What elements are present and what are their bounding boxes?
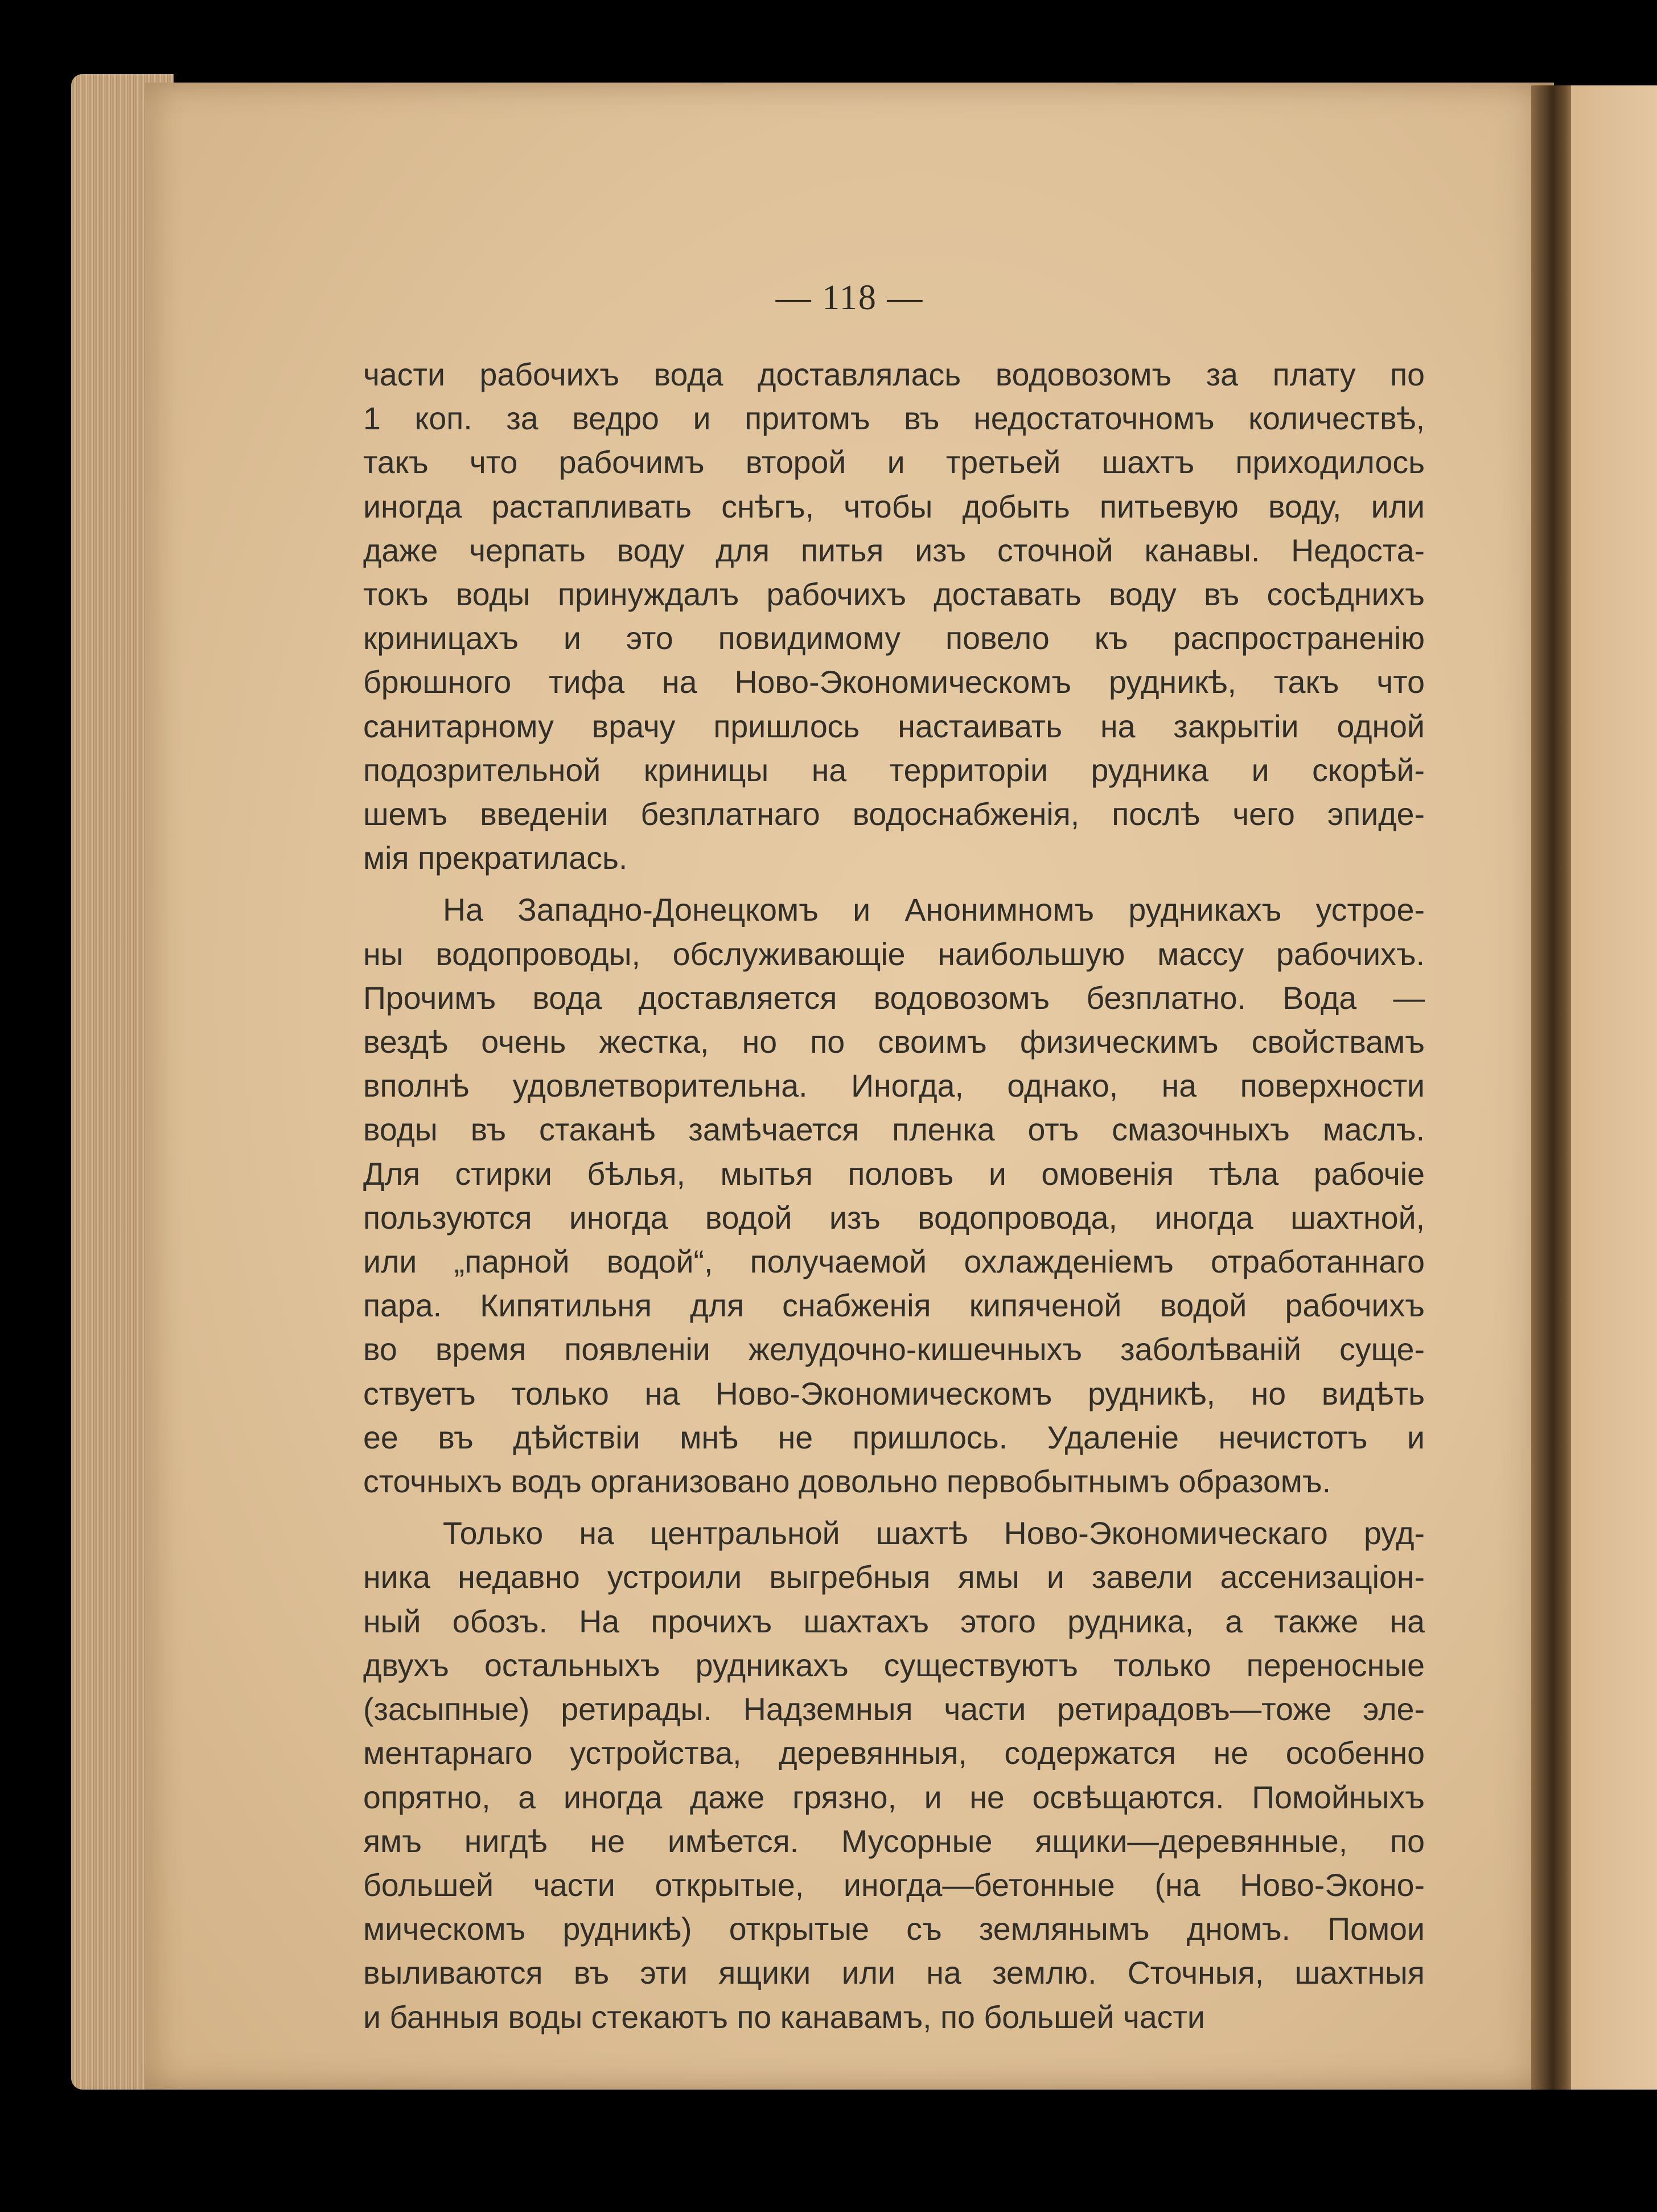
- text-line: двухъ остальныхъ рудникахъ существуютъ только переносные: [363, 1647, 1425, 1683]
- paragraph: [363, 888, 1425, 1504]
- text-line: мiя прекратилась.: [363, 840, 628, 876]
- text-line: ника недавно устроили выгребныя ямы и завели ассенизацiон-: [363, 1560, 1425, 1595]
- paragraph: [363, 353, 1425, 880]
- text-line: опрятно, а иногда даже грязно, и не освѣщаются. Помойныхъ: [363, 1779, 1425, 1815]
- text-line: 1 коп. за ведро и притомъ въ недостаточномъ количествѣ,: [363, 401, 1425, 437]
- text-line: ямъ нигдѣ не имѣется. Мусорные ящики—деревянные, по: [363, 1823, 1425, 1859]
- paragraph-gap: [363, 1504, 1425, 1512]
- text-line: Только на центральной шахтѣ Ново-Экономическаго руд-: [443, 1516, 1425, 1552]
- paragraph-gap: [363, 880, 1425, 888]
- text-line: ментарнаго устройства, деревянныя, содержатся не особенно: [363, 1735, 1425, 1771]
- text-line: токъ воды принуждалъ рабочихъ доставать воду въ сосѣднихъ: [363, 577, 1425, 613]
- text-line: выливаются въ эти ящики или на землю. Сточныя, шахтныя: [363, 1955, 1425, 1991]
- paragraph: [363, 1512, 1425, 2039]
- text-line: воды въ стаканѣ замѣчается пленка отъ смазочныхъ маслъ.: [363, 1112, 1425, 1148]
- text-line: подозрительной криницы на территорiи рудника и скорѣй-: [363, 752, 1425, 788]
- text-line: вполнѣ удовлетворительна. Иногда, однако, на поверхности: [363, 1068, 1425, 1104]
- text-line: большей части открытые, иногда—бетонные (на Ново-Эконо-: [363, 1867, 1425, 1903]
- text-line: вездѣ очень жестка, но по своимъ физическимъ свойствамъ: [363, 1024, 1425, 1060]
- text-line: На Западно-Донецкомъ и Анонимномъ рудникахъ устрое-: [443, 892, 1425, 928]
- page-number: — 118 —: [775, 278, 924, 317]
- text-line: иногда растапливать снѣгъ, чтобы добыть питьевую воду, или: [363, 489, 1425, 524]
- text-line: (засыпные) ретирады. Надземныя части ретирадовъ—тоже эле-: [363, 1692, 1425, 1727]
- text-line: Прочимъ вода доставляется водовозомъ безплатно. Вода —: [363, 980, 1425, 1016]
- text-line: Для стирки бѣлья, мытья половъ и омовенiя тѣла рабочiе: [363, 1156, 1425, 1192]
- text-line: такъ что рабочимъ второй и третьей шахтъ приходилось: [363, 445, 1425, 481]
- body-text: [363, 353, 1425, 2039]
- text-line: брюшного тифа на Ново-Экономическомъ рудникѣ, такъ что: [363, 664, 1425, 700]
- text-line: части рабочихъ вода доставлялась водовозомъ за плату по: [363, 357, 1425, 392]
- text-line: ный обозъ. На прочихъ шахтахъ этого рудника, а также на: [363, 1603, 1425, 1639]
- text-line: или „парной водой“, получаемой охлажденiемъ отработаннаго: [363, 1244, 1425, 1280]
- facing-page-edge: [1571, 85, 1657, 2090]
- text-line: и банныя воды стекаютъ по канавамъ, по большей части: [363, 1999, 1205, 2035]
- text-line: сточныхъ водъ организовано довольно первобытнымъ образомъ.: [363, 1464, 1331, 1500]
- text-line: санитарному врачу пришлось настаивать на закрытiи одной: [363, 708, 1425, 744]
- text-line: ее въ дѣйствiи мнѣ не пришлось. Удаленiе нечистотъ и: [363, 1419, 1425, 1455]
- text-line: мическомъ рудникѣ) открытые съ землянымъ дномъ. Помои: [363, 1911, 1425, 1947]
- text-line: шемъ введенiи безплатнаго водоснабженiя, послѣ чего эпиде-: [363, 797, 1425, 832]
- text-line: пара. Кипятильня для снабженiя кипяченой водой рабочихъ: [363, 1288, 1425, 1324]
- text-line: ны водопроводы, обслуживающiе наибольшую массу рабочихъ.: [363, 936, 1425, 972]
- text-line: во время появленiи желудочно-кишечныхъ заболѣванiй суще-: [363, 1332, 1425, 1368]
- text-line: даже черпать воду для питья изъ сточной канавы. Недоста-: [363, 532, 1425, 568]
- text-line: ствуетъ только на Ново-Экономическомъ рудникѣ, но видѣть: [363, 1376, 1425, 1411]
- text-line: пользуются иногда водой изъ водопровода, иногда шахтной,: [363, 1200, 1425, 1236]
- text-line: криницахъ и это повидимому повело къ распространенiю: [363, 621, 1425, 656]
